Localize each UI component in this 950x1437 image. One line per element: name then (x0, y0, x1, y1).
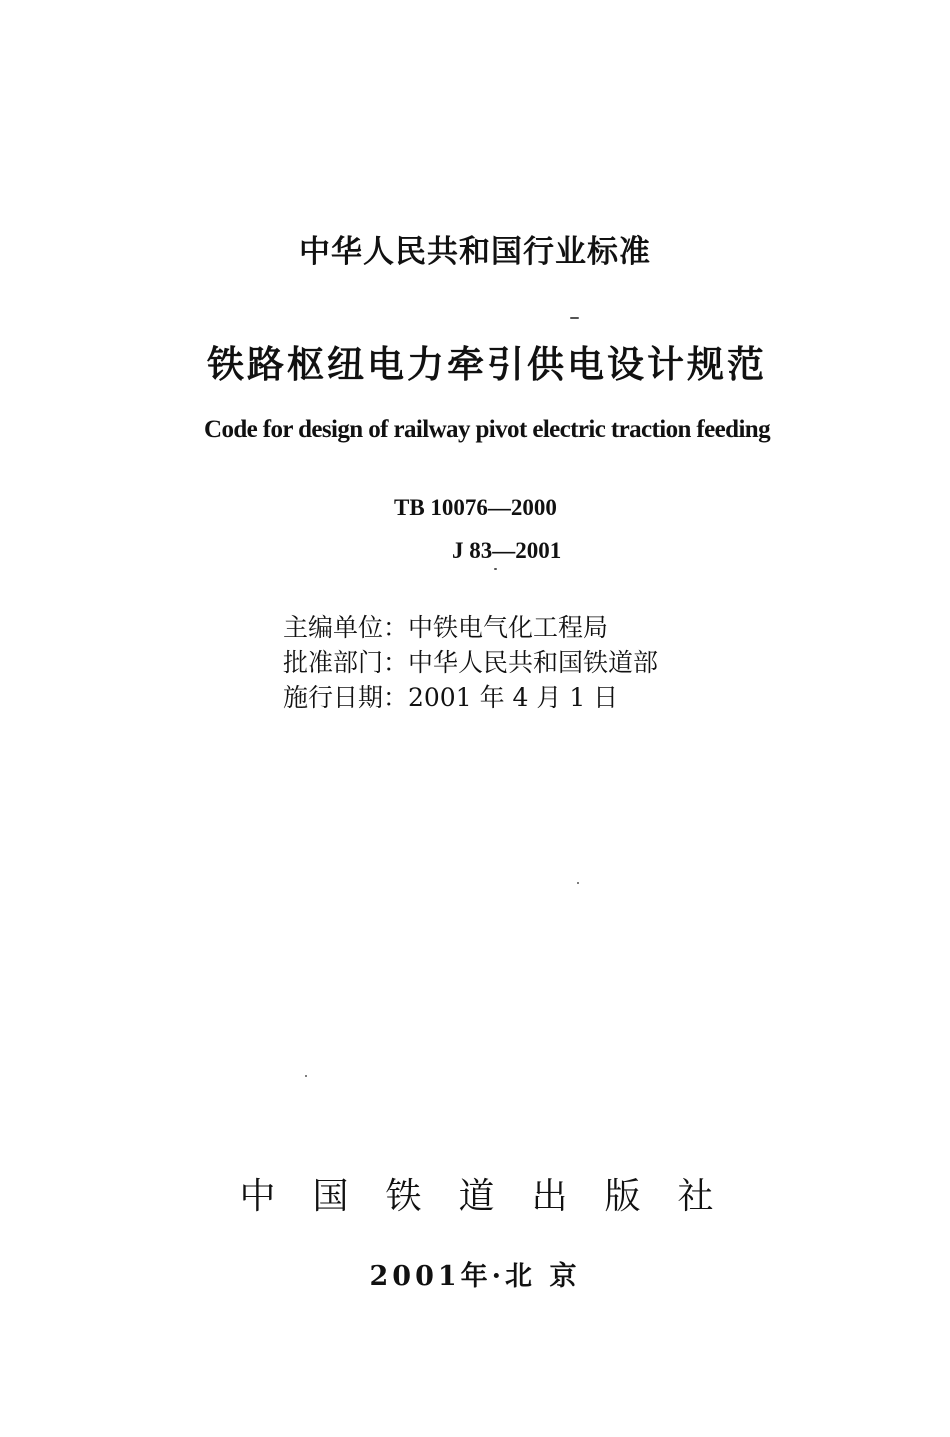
scan-speck (570, 317, 579, 319)
approving-department: 批准部门：中华人民共和国铁道部 (283, 648, 659, 677)
publisher-name: 中国铁道出版社 (239, 1176, 751, 1217)
publication-info (283, 610, 658, 715)
scan-speck (305, 1075, 307, 1077)
editor-unit: 主编单位：中铁电气化工程局 (283, 613, 609, 642)
document-title-en: Code for design of railway pivot electric traction feeding (203, 416, 770, 443)
document-title-cn: 铁路枢纽电力牵引供电设计规范 (207, 343, 767, 386)
scan-speck (577, 882, 579, 884)
effective-date: 施行日期：2001 年 4 月 1 日 (283, 683, 619, 712)
standard-code-j: J 83—2001 (452, 538, 562, 563)
publication-place-date: 2001年·北 京 (369, 1261, 581, 1292)
standard-category: 中华人民共和国行业标准 (299, 234, 651, 270)
standard-code-tb: TB 10076—2000 (394, 495, 557, 520)
scan-speck (494, 568, 497, 570)
